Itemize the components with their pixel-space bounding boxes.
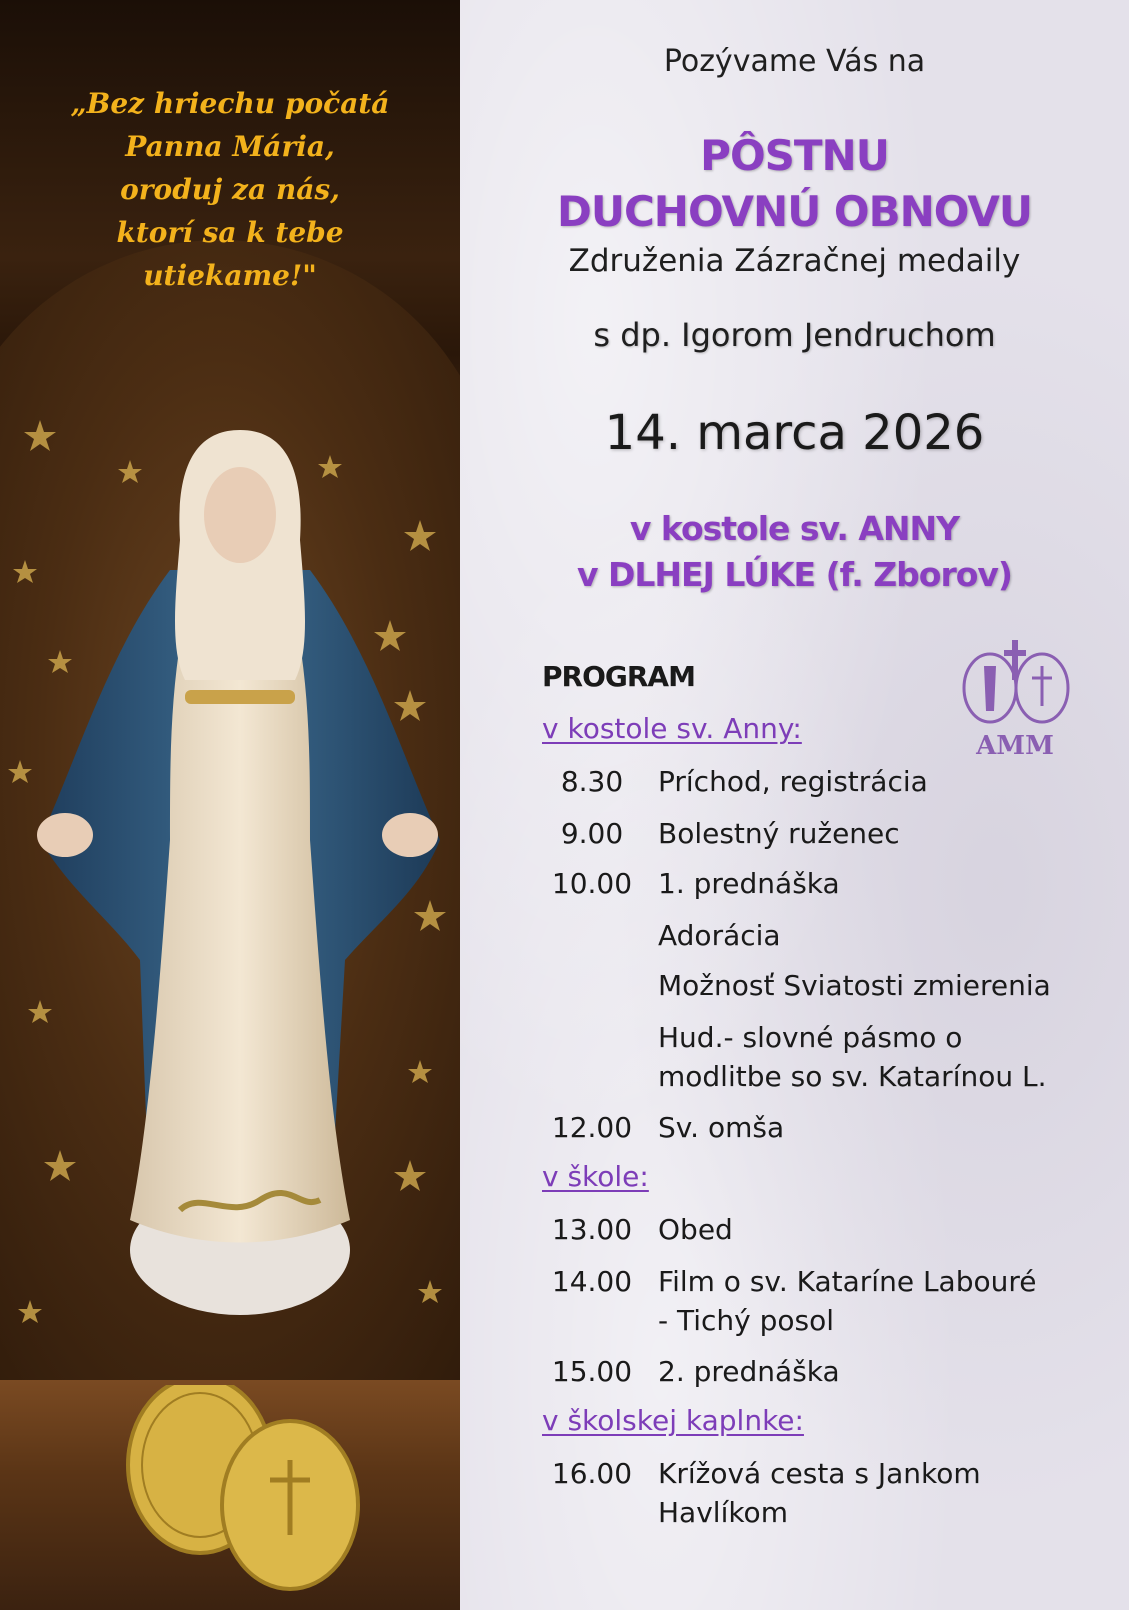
logo-text: AMM xyxy=(976,731,1054,761)
program-description: 1. prednáška xyxy=(658,867,840,900)
program-time: 16.00 xyxy=(551,1457,633,1490)
program-time: 13.00 xyxy=(551,1213,633,1246)
event-title-line: PÔSTNU xyxy=(700,131,889,180)
program-time: 15.00 xyxy=(551,1355,633,1388)
program-description: Možnosť Sviatosti zmierenia xyxy=(658,969,1051,1002)
section-school: v škole: xyxy=(542,1160,649,1193)
quote-line: ktorí sa k tebe utiekame!" xyxy=(116,216,344,292)
program-description: Adorácia xyxy=(658,919,781,952)
program-time: 8.30 xyxy=(560,765,624,798)
program-time: 10.00 xyxy=(551,867,633,900)
event-location xyxy=(460,506,1129,598)
program-description: Bolestný ruženec xyxy=(658,817,900,850)
amm-logo xyxy=(960,636,1070,766)
program-description: Film o sv. Kataríne Labouré - Tichý posol xyxy=(658,1265,1037,1337)
organization-name: Združenia Zázračnej medaily xyxy=(568,243,1021,279)
statue-photo xyxy=(0,0,460,1610)
section-church: v kostole sv. Anny: xyxy=(542,712,802,745)
location-line: v DLHEJ LÚKE (f. Zborov) xyxy=(576,555,1013,594)
virgin-mary-statue-icon xyxy=(0,420,460,1340)
program-time: 9.00 xyxy=(560,817,624,850)
quote-line: „Bez hriechu počatá xyxy=(70,87,390,120)
quote-line: Panna Mária, xyxy=(125,130,335,163)
miraculous-medals-icon xyxy=(120,1385,420,1605)
program-description: Sv. omša xyxy=(658,1111,785,1144)
program-heading: PROGRAM xyxy=(542,660,695,693)
event-date: 14. marca 2026 xyxy=(604,405,985,461)
quote-text xyxy=(30,82,430,297)
miraculous-medal-logo-icon xyxy=(960,636,1070,766)
program-description: Príchod, registrácia xyxy=(658,765,928,798)
event-title xyxy=(460,128,1129,240)
intro-text: Pozývame Vás na xyxy=(663,44,926,79)
section-school-chapel: v školskej kaplnke: xyxy=(542,1404,804,1437)
location-line: v kostole sv. ANNY xyxy=(629,509,960,548)
event-title-line: DUCHOVNÚ OBNOVU xyxy=(557,187,1032,236)
program-description: Krížová cesta s Jankom Havlíkom xyxy=(658,1457,981,1529)
program-description: 2. prednáška xyxy=(658,1355,840,1388)
program-description: Hud.- slovné pásmo o modlitbe so sv. Katarínou L. xyxy=(658,1021,1047,1093)
priest-name: s dp. Igorom Jendruchom xyxy=(593,316,996,354)
program-description: Obed xyxy=(658,1213,733,1246)
quote-line: oroduj za nás, xyxy=(120,173,340,206)
program-time: 14.00 xyxy=(551,1265,633,1298)
program-time: 12.00 xyxy=(551,1111,633,1144)
